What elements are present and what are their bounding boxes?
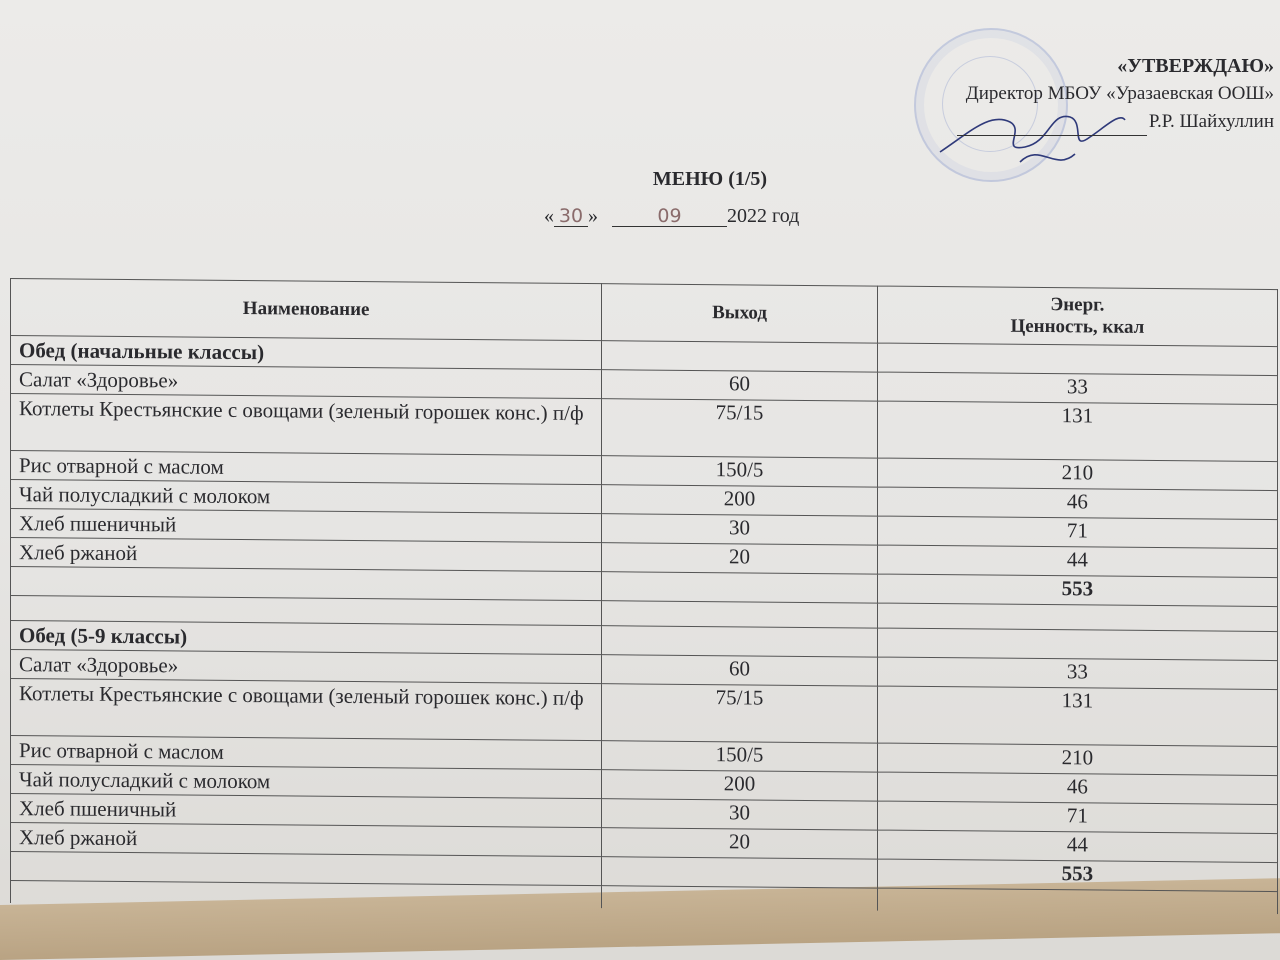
date-close-quote: » — [588, 205, 598, 227]
header-output: Выход — [602, 284, 878, 343]
dish-output: 30 — [602, 514, 878, 545]
dish-output: 20 — [602, 543, 878, 574]
dish-output: 75/15 — [602, 684, 878, 743]
dish-kcal: 71 — [877, 516, 1277, 548]
header-energy-line1: Энерг. — [1050, 294, 1105, 316]
dish-name: Хлеб пшеничный — [11, 794, 602, 828]
approval-signatory: Р.Р. Шайхуллин — [1148, 111, 1274, 132]
dish-output: 150/5 — [602, 741, 878, 772]
date-month: 09 — [612, 206, 727, 227]
total-kcal: 553 — [877, 859, 1277, 891]
dish-kcal: 44 — [877, 545, 1277, 577]
menu-title: МЕНЮ (1/5) — [652, 168, 768, 190]
approval-title: «УТВЕРЖДАЮ» — [1117, 55, 1274, 77]
section-title: Обед (5-9 классы) — [11, 621, 602, 655]
dish-output: 200 — [602, 770, 878, 801]
dish-output: 60 — [602, 655, 878, 686]
approval-position: Директор МБОУ «Уразаевская ООШ» — [965, 83, 1274, 104]
dish-kcal: 46 — [877, 772, 1277, 804]
dish-name: Котлеты Крестьянские с овощами (зеленый горошек конс.) п/ф — [11, 394, 602, 456]
dish-output: 20 — [602, 828, 878, 859]
dish-kcal: 33 — [877, 657, 1277, 689]
approval-signature-line — [874, 108, 1274, 136]
header-energy-line2: Ценность, ккал — [1010, 315, 1145, 338]
date-day: 30 — [554, 206, 588, 227]
dish-kcal: 210 — [877, 458, 1277, 490]
dish-output: 150/5 — [602, 456, 878, 487]
dish-kcal: 71 — [877, 801, 1277, 833]
dish-name: Салат «Здоровье» — [11, 650, 602, 684]
signature-line — [957, 135, 1147, 136]
dish-output: 75/15 — [602, 399, 878, 458]
header-name: Наименование — [11, 279, 602, 341]
dish-kcal: 33 — [877, 372, 1277, 404]
dish-output: 200 — [602, 485, 878, 516]
dish-name: Хлеб ржаной — [11, 538, 602, 572]
dish-output: 60 — [602, 370, 878, 401]
date-year: 2022 год — [727, 205, 800, 227]
total-kcal: 553 — [877, 574, 1277, 606]
section-title: Обед (начальные классы) — [11, 336, 602, 370]
dish-kcal: 131 — [877, 686, 1277, 746]
dish-name: Чай полусладкий с молоком — [11, 480, 602, 514]
menu-table — [10, 278, 1278, 914]
dish-name: Хлеб пшеничный — [11, 509, 602, 543]
dish-kcal: 131 — [877, 401, 1277, 461]
date-open-quote: « — [544, 205, 554, 227]
approval-block — [874, 52, 1274, 136]
dish-kcal: 44 — [877, 830, 1277, 862]
dish-name: Чай полусладкий с молоком — [11, 765, 602, 799]
dish-name: Рис отварной с маслом — [11, 451, 602, 485]
header-energy — [877, 286, 1277, 346]
dish-kcal: 46 — [877, 487, 1277, 519]
dish-name: Хлеб ржаной — [11, 823, 602, 857]
dish-name: Салат «Здоровье» — [11, 365, 602, 399]
dish-output: 30 — [602, 799, 878, 830]
dish-name: Рис отварной с маслом — [11, 736, 602, 770]
dish-kcal: 210 — [877, 743, 1277, 775]
dish-name: Котлеты Крестьянские с овощами (зеленый горошек конс.) п/ф — [11, 679, 602, 741]
menu-date — [544, 205, 799, 228]
